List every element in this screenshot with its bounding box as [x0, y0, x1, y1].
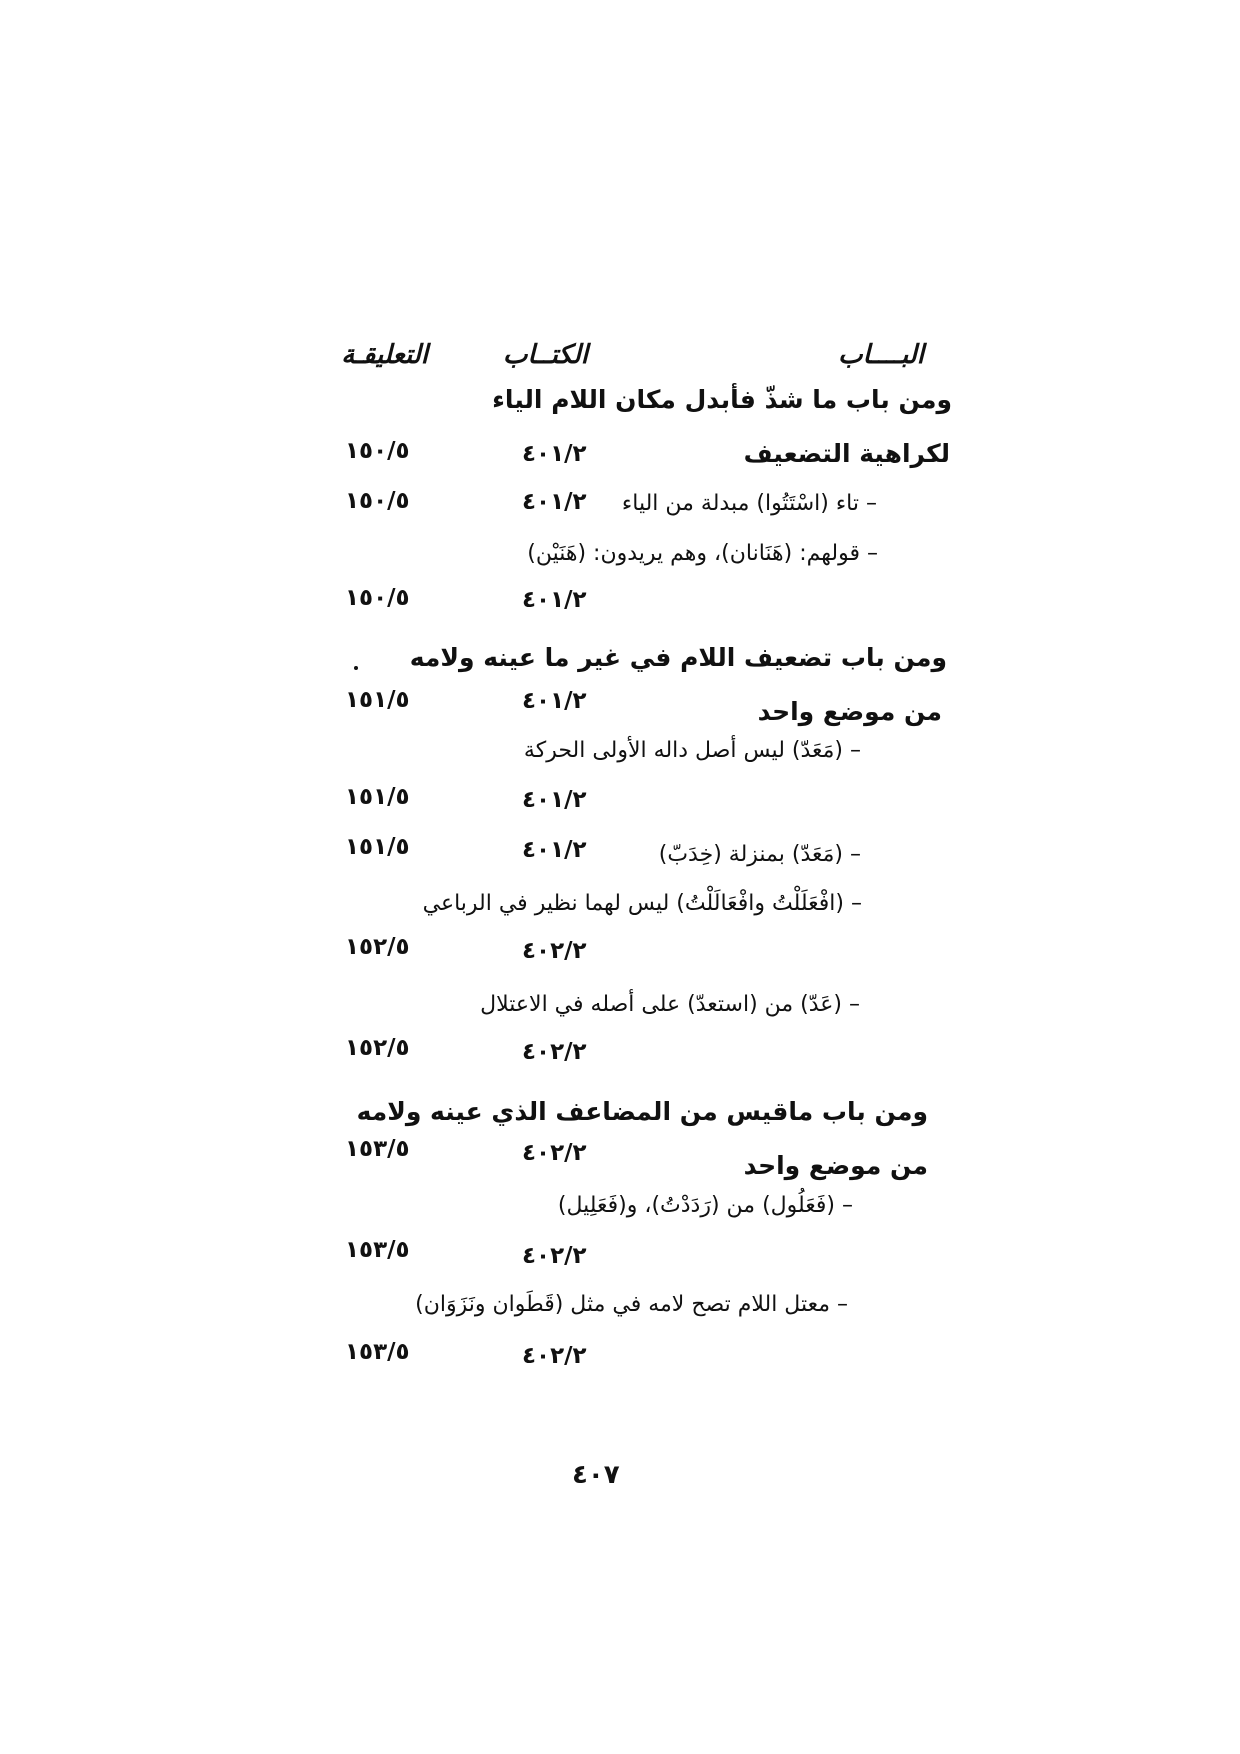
header-bab: البــــاب: [838, 340, 924, 370]
sub-entry: – (افْعَلَلْتُ وافْعَالَلْتُ) ليس لهما نظير في الرباعي: [422, 891, 862, 916]
sub-entry: – (مَعَدّ) ليس أصل داله الأولى الحركة: [523, 738, 861, 763]
kitab-ref: ٤٠١/٢: [522, 489, 587, 515]
chapter-title: لكراهية التضعيف: [743, 439, 950, 468]
taliqa-ref: ١٥٠/٥: [345, 438, 410, 464]
sub-entry: – تاء (اسْتَتُوا) مبدلة من الياء: [621, 491, 877, 516]
taliqa-ref: ١٥٣/٥: [345, 1237, 410, 1263]
chapter-title: ومن باب ما شذّ فأبدل مكان اللام الياء: [492, 385, 952, 414]
taliqa-ref: ١٥٢/٥: [345, 1035, 410, 1061]
kitab-ref: ٤٠١/٢: [522, 688, 587, 714]
taliqa-ref: ١٥٣/٥: [345, 1136, 410, 1162]
header-taliqa: التعليقـة: [341, 340, 428, 370]
sub-entry: – (مَعَدّ) بمنزلة (خِدَبّ): [658, 842, 861, 867]
kitab-ref: ٤٠٢/٢: [522, 1039, 587, 1065]
header-kitab: الكتــاب: [503, 340, 588, 370]
sub-entry: – (عَدّ) من (استعدّ) على أصله في الاعتلال: [480, 992, 860, 1017]
kitab-ref: ٤٠١/٢: [522, 787, 587, 813]
kitab-ref: ٤٠٢/٢: [522, 1343, 587, 1369]
kitab-ref: ٤٠٢/٢: [522, 938, 587, 964]
chapter-title: ومن باب تضعيف اللام في غير ما عينه ولامه: [409, 643, 947, 672]
kitab-ref: ٤٠٢/٢: [522, 1243, 587, 1269]
chapter-title: من موضع واحد: [743, 1151, 928, 1180]
sub-entry: – قولهم: (هَنَانان)، وهم يريدون: (هَنَيْن): [527, 541, 878, 566]
chapter-title: من موضع واحد: [757, 697, 942, 726]
taliqa-ref: ١٥٠/٥: [345, 488, 410, 514]
kitab-ref: ٤٠١/٢: [522, 441, 587, 467]
chapter-title: ومن باب ماقيس من المضاعف الذي عينه ولامه: [356, 1097, 928, 1126]
kitab-ref: ٤٠١/٢: [522, 837, 587, 863]
taliqa-ref: ١٥٣/٥: [345, 1339, 410, 1365]
sub-entry: – (فَعَلُول) من (رَدَدْتُ)، و(فَعَلِيل): [557, 1193, 853, 1218]
taliqa-ref: ١٥١/٥: [345, 687, 410, 713]
sub-entry: – معتل اللام تصح لامه في مثل (قَطَوان ونَزَوَان): [415, 1292, 848, 1317]
stray-dot: [354, 666, 358, 670]
taliqa-ref: ١٥١/٥: [345, 834, 410, 860]
taliqa-ref: ١٥٠/٥: [345, 585, 410, 611]
page-number: ٤٠٧: [572, 1460, 620, 1490]
taliqa-ref: ١٥١/٥: [345, 784, 410, 810]
kitab-ref: ٤٠١/٢: [522, 587, 587, 613]
taliqa-ref: ١٥٢/٥: [345, 934, 410, 960]
kitab-ref: ٤٠٢/٢: [522, 1140, 587, 1166]
